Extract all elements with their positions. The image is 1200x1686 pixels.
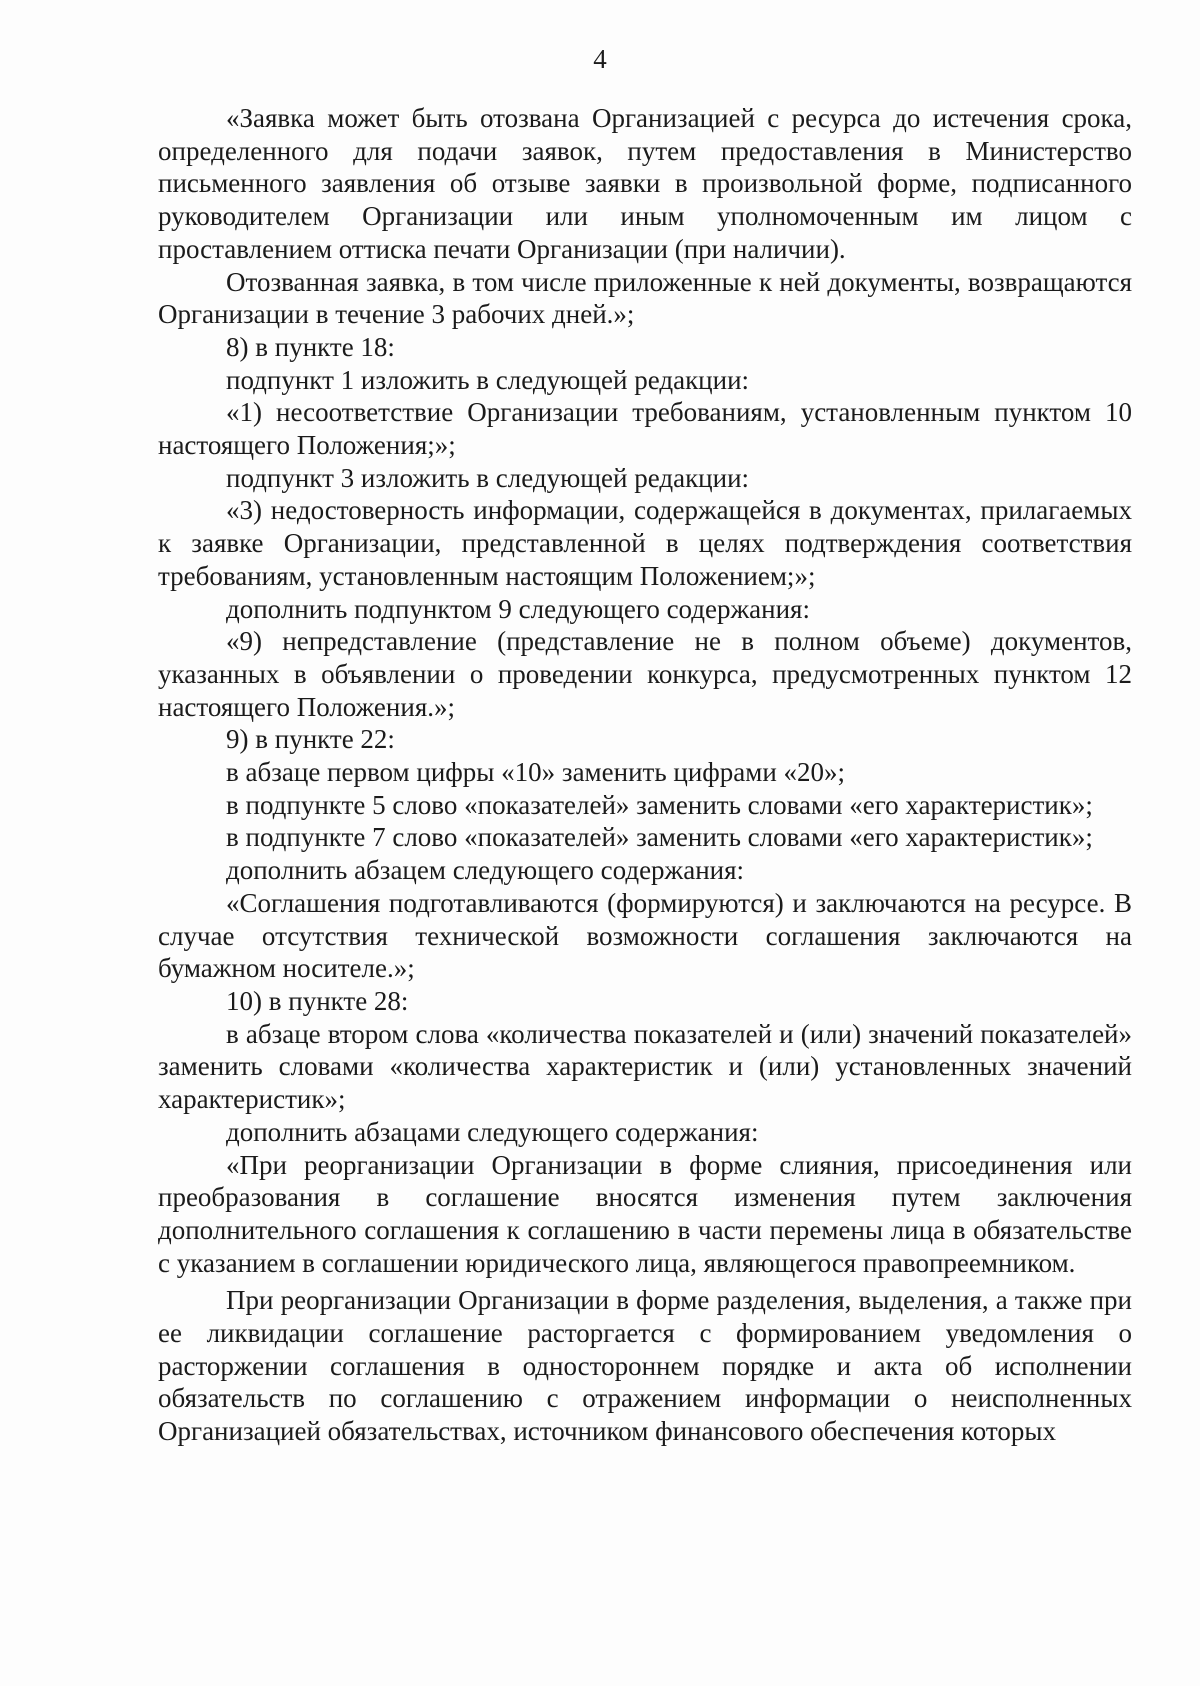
paragraph-subitem-3-text: «3) недостоверность информации, содержащейся в документах, прилагаемых к заявке Организации, представленной в целях подтверждения соответствия требованиям, установленным настоящим Положением;»; <box>158 495 1132 591</box>
paragraph-item-8-header: 8) в пункте 18: <box>226 331 395 362</box>
paragraph-agreements-text: «Соглашения подготавливаются (формируются) и заключаются на ресурсе. В случае отсутствия технической возможности соглашения заключаются на бумажном носителе.»; <box>158 887 1132 984</box>
document-body <box>158 102 1132 1448</box>
paragraph-subitem-1-instruction: подпункт 1 изложить в следующей редакции: <box>226 364 750 395</box>
paragraph-reorganization-division: При реорганизации Организации в форме разделения, выделения, а также при ее ликвидации соглашение расторгается с формированием уведомления о расторжении соглашения в одностороннем порядке и акта об исполнении обязательств по соглашению с отражением информации о неисполненных Организацией обязательствах, источником финансового обеспечения которых <box>158 1285 1132 1447</box>
paragraph-subitem-1-text: «1) несоответствие Организации требованиям, установленным пунктом 10 настоящего Положения;»; <box>158 397 1132 461</box>
paragraph-add-abzac-instruction: дополнить абзацем следующего содержания: <box>226 855 745 886</box>
paragraph-subitem-9-instruction: дополнить подпунктом 9 следующего содержания: <box>226 593 810 624</box>
paragraph-application-withdrawal: «Заявка может быть отозвана Организацией с ресурса до истечения срока, определенного для подачи заявок, путем предоставления в Министерство письменного заявления об отзыве заявки в произвольной форме, подписанного руководителем Организации или иным уполномоченным им лицом с проставлением оттиска печати Организации (при наличии). <box>158 103 1132 264</box>
paragraph-subitem-5-change: в подпункте 5 слово «показателей» заменить словами «его характеристик»; <box>226 789 1093 820</box>
paragraph-item-9-header: 9) в пункте 22: <box>226 724 395 755</box>
paragraph-reorganization-merger: «При реорганизации Организации в форме слияния, присоединения или преобразования в соглашение вносятся изменения путем заключения дополнительного соглашения к соглашению в части перемены лица в обязательстве с указанием в соглашении юридического лица, являющегося правопреемником. <box>158 1149 1132 1278</box>
paragraph-first-abzac-change: в абзаце первом цифры «10» заменить цифрами «20»; <box>226 757 846 788</box>
paragraph-subitem-3-instruction: подпункт 3 изложить в следующей редакции: <box>226 462 750 493</box>
paragraph-add-abzacs-instruction: дополнить абзацами следующего содержания: <box>226 1116 759 1147</box>
page-number: 4 <box>593 44 607 74</box>
paragraph-second-abzac-change: в абзаце втором слова «количества показателей и (или) значений показателей» заменить словами «количества характеристик и (или) установленных значений характеристик»; <box>158 1018 1132 1115</box>
paragraph-item-10-header: 10) в пункте 28: <box>226 985 409 1016</box>
paragraph-subitem-9-text: «9) непредставление (представление не в полном объеме) документов, указанных в объявлении о проведении конкурса, предусмотренных пунктом 12 настоящего Положения.»; <box>158 626 1132 722</box>
paragraph-withdrawn-application-return: Отозванная заявка, в том числе приложенные к ней документы, возвращаются Организации в течение 3 рабочих дней.»; <box>158 266 1132 330</box>
paragraph-subitem-7-change: в подпункте 7 слово «показателей» заменить словами «его характеристик»; <box>226 822 1093 853</box>
